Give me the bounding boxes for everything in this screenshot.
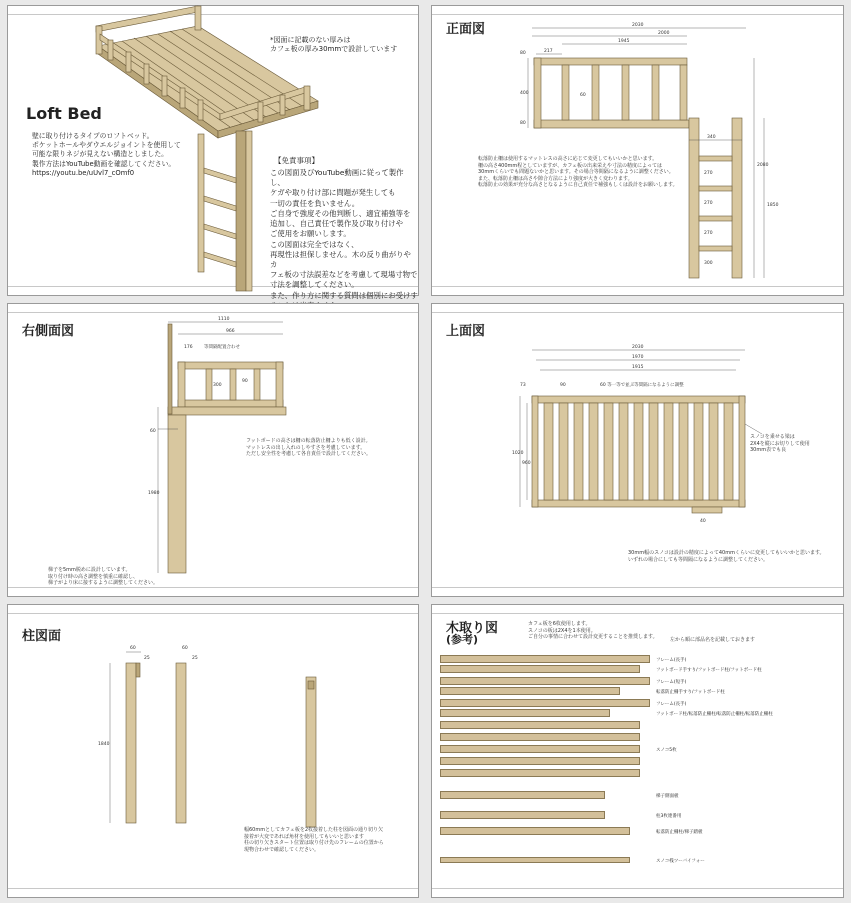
- panel-cutting-diagram: [431, 604, 844, 898]
- dim-step3: 270: [704, 231, 713, 236]
- dim-span: 1915: [632, 365, 644, 370]
- disclaimer-body: この図面及びYouTube動画に従って製作し、 ケガや取り付け部に問題が発生しても 一切の責任を負いません。 ご自身で強度その他判断し、適宜補強等を 追加し、自己責任で製作及び取り付けや ご使用をお願いします。 この図面は完全ではなく、 再現性は担保しません。木の反り曲がりやカ フェ板の寸法誤差などを考慮して現場寸物で 寸法を調整してください。 また、作り方に関する質問は個別にお受けす: [270, 168, 418, 300]
- dim-step1: 270: [704, 171, 713, 176]
- intro-description: 壁に取り付けるタイプのロフトベッド。 ポケットホールやダウエルジョイントを使用して 可能な限りネジが見えない構造としました。 製作方法はYouTube動画を確認してください。 https://youtu.be/uUvl7_cOmf0: [32, 132, 181, 177]
- cut-label: フレーム(長手): [656, 702, 687, 707]
- dim-inner: 2000: [658, 31, 670, 36]
- dim-depth: 1020: [512, 451, 524, 456]
- page-title: Loft Bed: [26, 104, 102, 123]
- dim-rail: 1945: [618, 39, 630, 44]
- dim-step4: 300: [704, 261, 713, 266]
- top-view-title: 上面図: [446, 324, 486, 339]
- dim-total-h: 1980: [148, 491, 160, 496]
- panel-right-view: [7, 303, 419, 597]
- plank-slat-3: [440, 745, 640, 753]
- dim-a: 60: [130, 646, 136, 651]
- dim-h: 1840: [98, 742, 110, 747]
- cut-label: 転落防止柵柱/梯子踏板: [656, 830, 703, 835]
- post-drawing-title: 柱図面: [22, 629, 62, 644]
- dim-overall: 1110: [218, 317, 230, 322]
- cut-label: 梯子側面板: [656, 794, 679, 799]
- top-note: 30mm幅のスノコは設計の精度によって40mmくらいに変更してもいいかと思います。 いずれの場合にしても等間隔になるように調整してください。: [628, 550, 825, 563]
- dim-overall: 2030: [632, 345, 644, 350]
- dim-h3: 80: [520, 121, 526, 126]
- dim-c: 60: [182, 646, 188, 651]
- cut-label: フットボード手すり/フットボード柱/フットボード柱: [656, 668, 762, 673]
- cut-label: スノコ桟ツーバイフォー: [656, 859, 705, 864]
- plank-frame-short: [440, 677, 650, 685]
- plank-posts-3: [440, 811, 605, 819]
- top-side-note: スノコを乗せる梁は 2X4を縦にお切りして使用 30mm表でも良: [750, 434, 810, 453]
- dim-post: 176: [184, 345, 193, 350]
- plank-frame-long: [440, 655, 650, 663]
- ladder-note: 梯子を5mm脱めに設計しています。 取り付け時の高さ調整を慎重に確認し、 梯子がより床に接するように調整してください。: [48, 567, 159, 586]
- cut-note: カフェ板を6枚使用します。 スノコの板は2X4を1本使用。 ご自分の事情に合わせて設計変更することを推奨します。: [528, 621, 658, 640]
- front-note: 転落防止柵は使用するマットレスの高さに応じて変更してもいいかと思います。 柵の高さ400mm程としていますが、カフェ板の出来栄えや寸法の精度によっては 30mmくらいでも問題ないかと思います。その場合等間隔になるように調整ください。 また、転落防止柵は高さや隙合方法により強度が大きく変わります。 転落防止の効果が充分な高さとなるように自己責任で補強もしくは設計をお願いします。: [478, 156, 678, 188]
- dim-w: 60: [150, 429, 156, 434]
- plank-ladder-side: [440, 791, 605, 799]
- dim-gap: 90: [242, 379, 248, 384]
- panel-top-view: [431, 303, 844, 597]
- disclaimer-title: 【免責事項】: [274, 156, 319, 165]
- right-view-title: 右側面図: [22, 324, 75, 339]
- post-note: 幅60mmとしてカフェ板を2枚接着した柱を図面の通り切り欠 接着が大変であれば角材を使用してもいいと思います 柱の切り欠きスタート位置は取り付け先のフレームの位置から 現物合わせで確認してください。: [244, 827, 384, 853]
- top-ruler: [432, 609, 843, 614]
- panel-post-drawing: [7, 604, 419, 898]
- cut-label: フレーム(短手): [656, 680, 687, 685]
- dim-overall: 2030: [632, 23, 644, 28]
- dim-edge: 73: [520, 383, 526, 388]
- dim-label: 等間隔配置合わせ: [204, 345, 240, 350]
- plank-slat-2: [440, 733, 640, 741]
- thickness-note: *図面に記載のない厚みは カフェ板の厚み30mmで設計しています: [270, 36, 398, 54]
- panel-front-view: [431, 5, 844, 296]
- front-view-title: 正面図: [446, 22, 486, 37]
- dim-ladder: 40: [700, 519, 706, 524]
- dim-ladder-h: 1850: [767, 203, 779, 208]
- dim-inner: 966: [226, 329, 235, 334]
- dim-inner-depth: 960: [522, 461, 531, 466]
- dim-post: 217: [544, 49, 553, 54]
- cut-header-note: 左から順に部品名を記載しておきます: [670, 637, 756, 643]
- plank-treads: [440, 827, 630, 835]
- plank-posts: [440, 709, 610, 717]
- dim-b: 25: [144, 656, 150, 661]
- front-view-drawing: [432, 6, 845, 297]
- plank-frame-long-2: [440, 699, 650, 707]
- dim-h1: 80: [520, 51, 526, 56]
- panel-intro: [7, 5, 419, 300]
- dim-slat: 90: [560, 383, 566, 388]
- dim-gap: 60: [580, 93, 586, 98]
- right-note: フットボードの高さは柵の転落防止柵よりも低く設計。 マットレスの出し入れのしやすさを考慮しています。 ただし安全性を考慮して各自責任で設計してください。: [246, 438, 372, 457]
- cut-label: フットボード柱/転落防止柵柱/転落防止柵柱/転落防止柵柱: [656, 712, 773, 717]
- dim-inner: 1970: [632, 355, 644, 360]
- cut-label: フレーム(長手): [656, 658, 687, 663]
- dim-total-h: 2080: [757, 163, 769, 168]
- dim-step2: 270: [704, 201, 713, 206]
- dim-h2: 400: [520, 91, 529, 96]
- bottom-ruler: [432, 888, 843, 893]
- plank-slat-4: [440, 757, 640, 765]
- plank-guard: [440, 687, 620, 695]
- cutting-diagram-subtitle: (参考): [446, 633, 479, 646]
- dim-gap-label: 60 等一等で並ぶ等間隔になるように調整: [600, 383, 684, 388]
- dim-d: 25: [192, 656, 198, 661]
- dim-tread: 340: [707, 135, 716, 140]
- cut-label: スノコ5枚: [656, 748, 677, 753]
- cutting-diagram-title: 木取り図: [446, 621, 499, 636]
- dim-h: 300: [213, 383, 222, 388]
- post-drawing: [8, 605, 420, 899]
- plank-slat-5: [440, 769, 640, 777]
- cut-label: 柱3枚連番用: [656, 814, 682, 819]
- cut-label: 転落防止柵手すり/フットボード柱: [656, 690, 725, 695]
- plank-2x4: [440, 857, 630, 863]
- plank-footboard: [440, 665, 640, 673]
- plank-slat-1: [440, 721, 640, 729]
